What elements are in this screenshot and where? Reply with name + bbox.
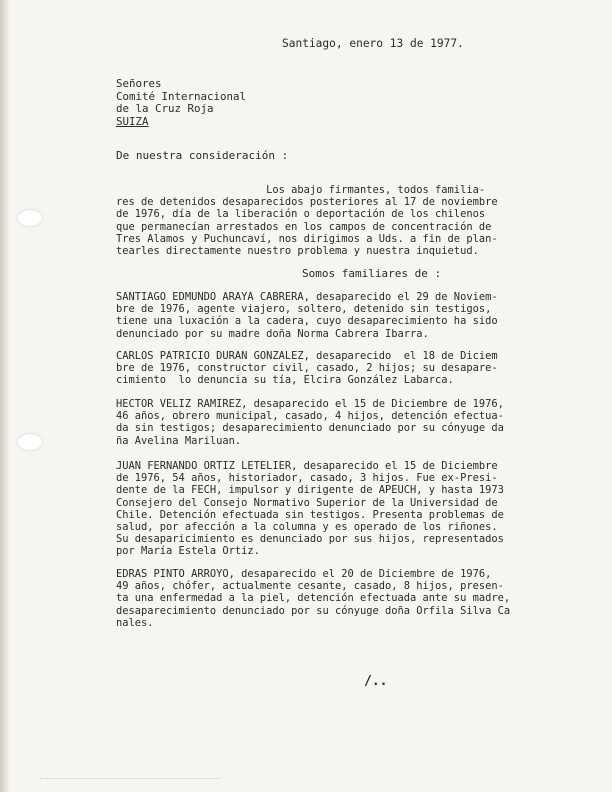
- punch-hole: [18, 210, 42, 226]
- detainee-entry: JUAN FERNANDO ORTIZ LETELIER, desaparecido el 15 de Diciembre de 1976, 54 años, historiador, casado, 3 hijos. Fue ex-Presi- dente de la FECH, impulsor y dirigente de APEUCH, y hasta 1973 Consejero del Consejo Normativo Superior de la Universidad de Chile. Detención efectuada sin testigos. Presenta problemas de salud, por afección a la columna y es operado de los riñones. Su desaparicimiento es denunciado por sus hijos, representados por María Estela Ortiz.: [116, 460, 504, 558]
- detainee-entry: HECTOR VELIZ RAMIREZ, desaparecido el 15 de Diciembre de 1976, 46 años, obrero municipal, casado, 4 hijos, detención efectua- da sin testigos; desaparecimiento denunciado por su cónyuge da ña Avelina Mariluan.: [116, 398, 504, 447]
- recipient-line: Señores: [116, 77, 162, 90]
- letter-date: Santiago, enero 13 de 1977.: [282, 37, 464, 50]
- recipient-country: SUIZA: [116, 114, 149, 128]
- section-heading: Somos familiares de :: [302, 267, 442, 280]
- detainee-entry: CARLOS PATRICIO DURAN GONZALEZ, desaparecido el 18 de Diciem bre de 1976, constructor civil, casado, 2 hijos; su desapare- cimiento lo denuncia su tía, Elcira González Labarca.: [116, 350, 498, 387]
- punch-hole: [18, 434, 42, 450]
- recipient-address: [116, 78, 246, 128]
- faint-footer-mark: [40, 778, 220, 787]
- page-edge-shadow: [0, 0, 10, 792]
- recipient-line: Comité Internacional: [116, 89, 247, 103]
- recipient-line: de la Cruz Roja: [116, 102, 214, 116]
- salutation: De nuestra consideración :: [116, 149, 289, 162]
- detainee-entry: EDRAS PINTO ARROYO, desaparecido el 20 de Diciembre de 1976, 49 años, chófer, actualmente cesante, casado, 8 hijos, presen- ta una enfermedad a la piel, detención efectuada ante su madre, desaparecimiento denunciado por su cónyuge doña Orfila Silva Ca nales.: [116, 568, 511, 629]
- intro-paragraph: Los abajo firmantes, todos familia- res de detenidos desaparecidos posteriores al 17 de noviembre de 1976, día de la liberación o deportación de los chilenos que permanecían arrestados en los campos de concentración de Tres Alamos y Puchuncaví, nos dirigimos a Uds. a fin de plan- tearles directamente nuestro problema y nuestra inquietud.: [116, 184, 498, 258]
- continuation-mark: /..: [364, 674, 388, 689]
- detainee-entry: SANTIAGO EDMUNDO ARAYA CABRERA, desaparecido el 29 de Noviem- bre de 1976, agente viajero, soltero, detenido sin testigos, tiene una luxación a la cadera, cuyo desaparecimiento ha sido denunciado por su madre doña Norma Cabrera Ibarra.: [116, 291, 498, 340]
